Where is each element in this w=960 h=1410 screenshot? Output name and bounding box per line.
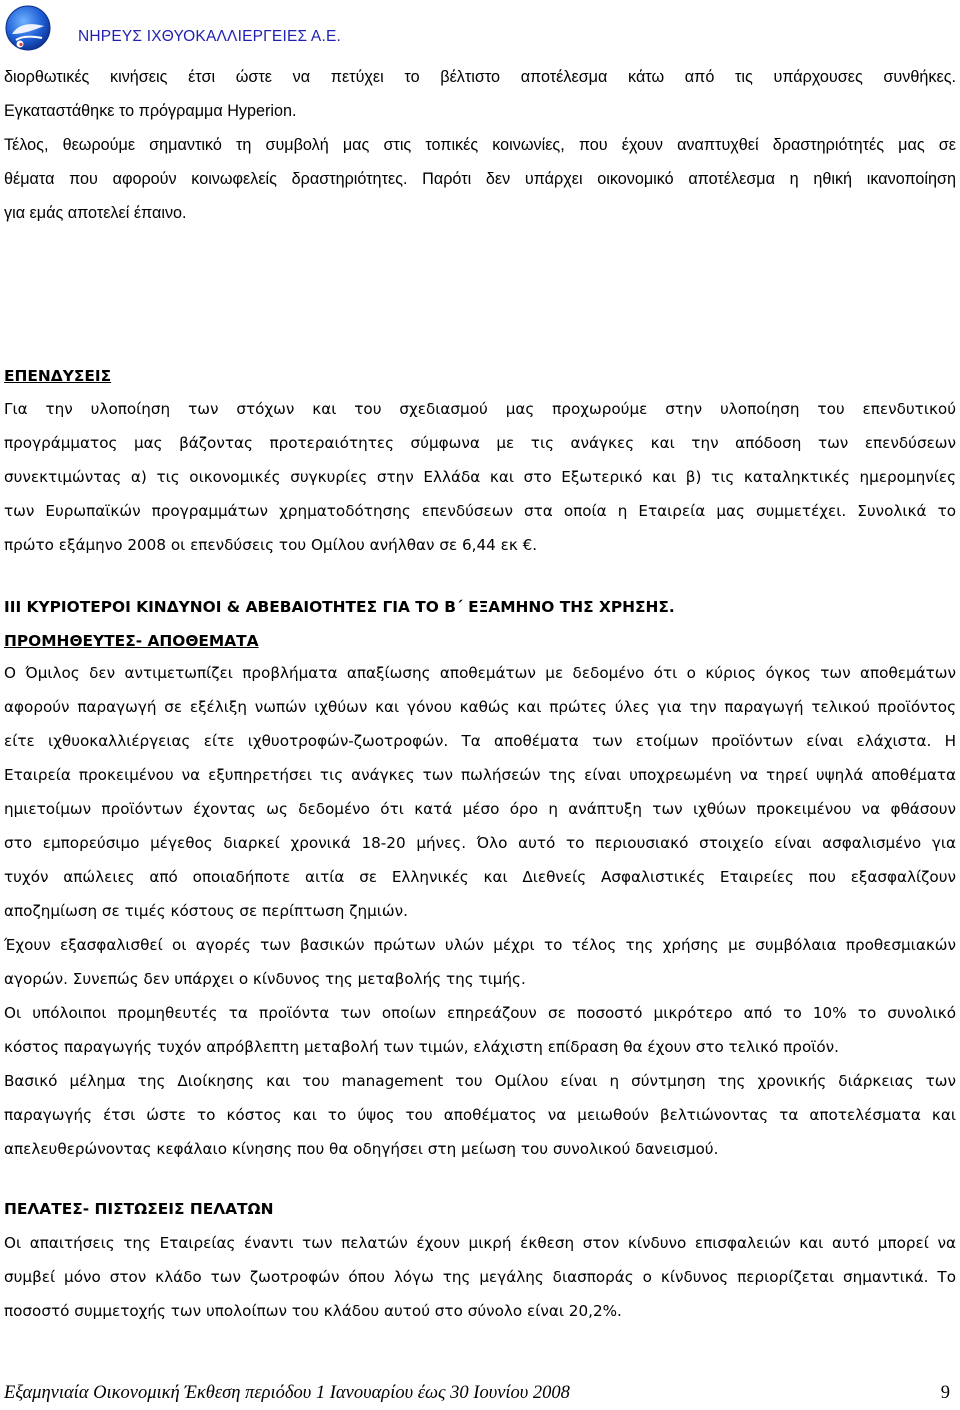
text-line: κόστος παραγωγής τυχόν απρόβλεπτη μεταβολή των τιμών, ελάχιστη επίδραση θα έχουν στο τελικό προϊόν. [4,1038,839,1056]
page-number: 9 [940,1383,950,1403]
text-line: συμβεί μόνο στον κλάδο των ζωοτροφών όπου λόγω της μεγάλης διασποράς ο κίνδυνος περιορίζεται σημαντικά. Το [4,1268,956,1286]
text-line: είτε ιχθυοκαλλιέργειας είτε ιχθυοτροφών-ζωοτροφών. Τα αποθέματα των ετοίμων προϊόντων είναι ελάχιστα. Η [4,732,956,750]
footer-title: Εξαμηνιαία Οικονομική Έκθεση περιόδου 1 Ιανουαρίου έως 30 Ιουνίου 2008 [4,1383,570,1403]
text-line: τυχόν απώλειες από οποιαδήποτε αιτία σε Ελληνικές και Διεθνείς Ασφαλιστικές Εταιρείες που εξασφαλίζουν [4,868,956,886]
text-line: Εγκαταστάθηκε το πρόγραμμα Hyperion. [4,102,297,120]
text-line: ποσοστό συμμετοχής των υπολοίπων του κλάδου αυτού στο σύνολο είναι 20,2%. [4,1302,622,1320]
text-line: παραγωγής έτσι ώστε το κόστος και το ύψος του αποθέματος να μειωθούν βελτιώνοντας τα αποτελέσματα και [4,1106,956,1124]
text-line: ημιετοίμων προϊόντων έχοντας ως δεδομένο ότι κατά μέσο όρο η ανάπτυξη των ιχθύων προκειμένου να φθάσουν [4,800,956,818]
text-line: πρώτο εξάμηνο 2008 οι επενδύσεις του Ομίλου ανήλθαν σε 6,44 εκ €. [4,536,538,554]
text-line: θέματα που αφορούν κοινωφελείς δραστηριότητες. Παρότι δεν υπάρχει οικονομικό αποτέλεσμα η ηθική ικανοποίηση [4,170,956,188]
text-line: διορθωτικές κινήσεις έτσι ώστε να πετύχει το βέλτιστο αποτέλεσμα κάτω από τις υπάρχουσες συνθήκες. [4,68,956,86]
text-line: Εταιρεία προκειμένου να εξυπηρετήσει τις ανάγκες των πωλήσεών της είναι υποχρεωμένη να τηρεί υψηλά αποθέματα [4,766,956,784]
text-line: Βασικό μέλημα της Διοίκησης και του management του Ομίλου είναι η σύντμηση της χρονικής διάρκειας των [4,1072,956,1090]
text-line: Τέλος, θεωρούμε σημαντικό τη συμβολή μας στις τοπικές κοινωνίες, που έχουν αναπτυχθεί δραστηριότητές μας σε [4,136,956,154]
text-line: αγορών. Συνεπώς δεν υπάρχει ο κίνδυνος της μεταβολής της τιμής. [4,970,526,988]
suppliers-paragraph [4,656,956,1166]
text-line: Έχουν εξασφαλισθεί οι αγορές των βασικών πρώτων υλών μέχρι το τέλος της χρήσης με συμβόλαια προθεσμιακών [4,936,956,954]
intro-paragraph [4,60,956,230]
text-line: απελευθερώνοντας κεφάλαιο κίνησης που θα οδηγήσει στη μείωση του συνολικού δανεισμού. [4,1140,719,1158]
text-line: των Ευρωπαϊκών προγραμμάτων χρηματοδότησης επενδύσεων στα οποία η Εταιρεία μας συμμετέχει. Συνολικά το [4,502,956,520]
suppliers-heading: ΠΡΟΜΗΘΕΥΤΕΣ- ΑΠΟΘΕΜΑΤΑ [4,632,259,650]
risks-heading: ΙΙΙ ΚΥΡΙΟΤΕΡΟΙ ΚΙΝΔΥΝΟΙ & ΑΒΕΒΑΙΟΤΗΤΕΣ ΓΙΑ ΤΟ Β΄ ΕΞΑΜΗΝΟ ΤΗΣ ΧΡΗΣΗΣ. [4,598,675,616]
page-header [4,4,704,52]
company-logo [4,4,52,52]
text-line: Για την υλοποίηση των στόχων και του σχεδιασμού μας προχωρούμε στην υλοποίηση του επενδυτικού [4,400,956,418]
page-footer [4,1383,956,1409]
customers-paragraph [4,1226,956,1328]
text-line: Ο Όμιλος δεν αντιμετωπίζει προβλήματα απαξίωσης αποθεμάτων με δεδομένο ότι ο κύριος όγκος των αποθεμάτων [4,664,956,682]
text-line: στο εμπορεύσιμο μέγεθος διαρκεί χρονικά 18-20 μήνες. Όλο αυτό το περιουσιακό στοιχείο είναι ασφαλισμένο για [4,834,956,852]
investments-paragraph [4,392,956,562]
investments-heading: ΕΠΕΝΔΥΣΕΙΣ [4,367,112,385]
text-line: συνεκτιμώντας α) τις οικονομικές συγκυρίες στην Ελλάδα και στο Εξωτερικό και β) τις καταληκτικές ημερομηνίες [4,468,956,486]
text-line: Οι υπόλοιποι προμηθευτές τα προϊόντα των οποίων επηρεάζουν σε ποσοστό μικρότερο από το 10% το συνολικό [4,1004,956,1022]
text-line: για εμάς αποτελεί έπαινο. [4,204,187,222]
text-line: προγράμματος μας βάζοντας προτεραιότητες σύμφωνα με τις ανάγκες και την απόδοση των επενδύσεων [4,434,956,452]
customers-heading: ΠΕΛΑΤΕΣ- ΠΙΣΤΩΣΕΙΣ ΠΕΛΑΤΩΝ [4,1200,274,1218]
text-line: αφορούν παραγωγή σε εξέλιξη νωπών ιχθύων και γόνου καθώς και πρώτες ύλες για την παραγωγή τελικού προϊόντος [4,698,956,716]
company-name: ΝΗΡΕΥΣ ΙΧΘΥΟΚΑΛΛΙΕΡΓΕΙΕΣ Α.Ε. [78,28,342,45]
text-line: Οι απαιτήσεις της Εταιρείας έναντι των πελατών έχουν μικρή έκθεση στον κίνδυνο επισφαλειών και αυτό μπορεί να [4,1234,956,1252]
text-line: αποζημίωση σε τιμές κόστους σε περίπτωση ζημιών. [4,902,408,920]
